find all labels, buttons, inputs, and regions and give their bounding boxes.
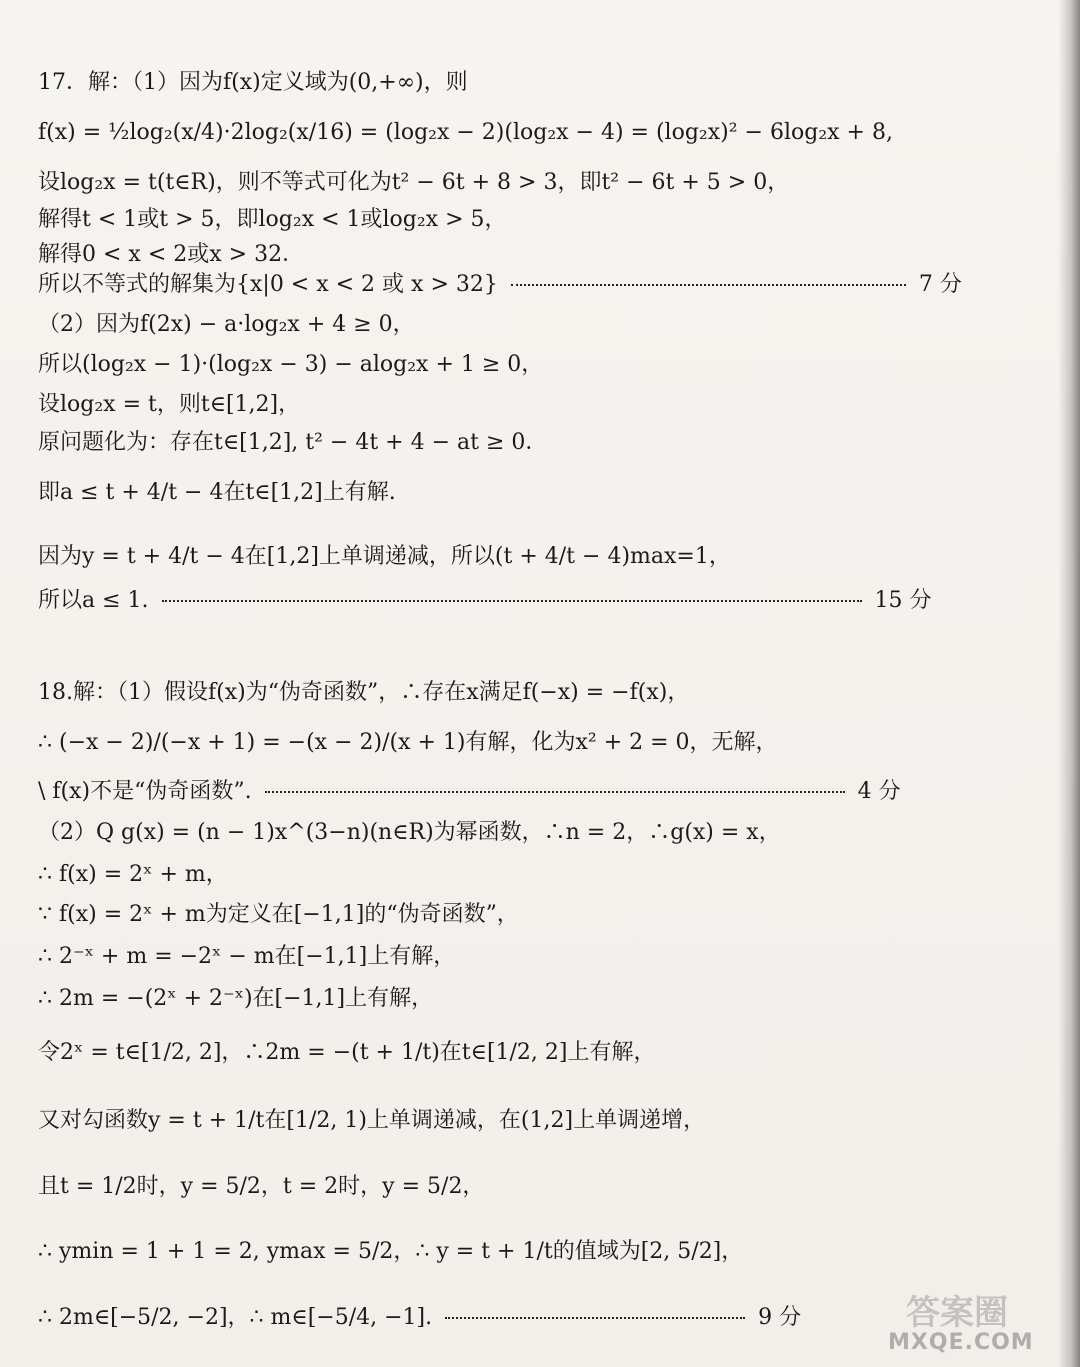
p17-line-2: f(x) = ½log₂(x/4)·2log₂(x/16) = (log₂x − 2)(log₂x − 4) = (log₂x)² − 6log₂x + 8, [38,120,893,145]
p17-line-4: 解得t < 1或t > 5，即log₂x < 1或log₂x > 5， [38,207,507,232]
p17-line-1: 17．解：（1）因为f(x)定义域为(0,+∞)，则 [38,70,468,95]
p17-line-5: 解得0 < x < 2或x > 32． [38,242,305,267]
watermark-site: MXQE.COM [888,1330,1034,1355]
watermark [888,1285,1058,1355]
p18-line-12: ∴ ymin = 1 + 1 = 2, ymax = 5/2，∴ y = t + 1/t的值域为[2, 5/2]， [38,1239,744,1264]
score-9: 9 分 [758,1305,802,1330]
p17-line-8: 所以(log₂x − 1)·(log₂x − 3) − alog₂x + 1 ≥ 0， [38,352,544,377]
p17-line-10: 原问题化为：存在t∈[1,2], t² − 4t + 4 − at ≥ 0． [38,430,548,455]
p18-line-2: ∴ (−x − 2)/(−x + 1) = −(x − 2)/(x + 1)有解，化为x² + 2 = 0，无解， [38,730,778,755]
p17-line-9: 设log₂x = t，则t∈[1,2]， [38,392,301,417]
p18-line-5: ∴ f(x) = 2ˣ + m， [38,862,228,887]
p18-line-9: 令2ˣ = t∈[1/2, 2]，∴2m = −(t + 1/t)在t∈[1/2, 2]上有解， [38,1040,656,1065]
watermark-logo: 答案圈 [906,1293,1008,1333]
p17-line-13: 所以a ≤ 1. [38,588,149,613]
p18-line-7: ∴ 2⁻ˣ + m = −2ˣ − m在[−1,1]上有解， [38,944,456,969]
p18-line-13: ∴ 2m∈[−5/2, −2]，∴ m∈[−5/4, −1]. [38,1305,433,1330]
scan-edge-shadow [1058,0,1080,1367]
p17-line-13-row [38,586,932,616]
p18-line-11: 且t = 1/2时，y = 5/2，t = 2时，y = 5/2， [38,1174,485,1199]
score-7: 7 分 [918,272,962,297]
p18-line-13-row [38,1303,918,1333]
leader-dots [445,1317,745,1319]
leader-dots [511,284,906,286]
p17-line-11: 即a ≤ t + 4/t − 4在t∈[1,2]上有解. [38,480,396,505]
p17-line-7: （2）因为f(2x) − a·log₂x + 4 ≥ 0， [38,312,415,337]
p18-line-4: （2）Q g(x) = (n − 1)x^(3−n)(n∈R)为幂函数，∴n = 2，∴g(x) = x， [38,820,781,845]
p18-line-6: ∵ f(x) = 2ˣ + m为定义在[−1,1]的“伪奇函数”， [38,902,519,927]
score-4: 4 分 [857,779,901,804]
p17-line-6-row [38,270,962,300]
p17-line-6: 所以不等式的解集为{x|0 < x < 2 或 x > 32} [38,272,498,297]
p18-line-3-row [38,777,901,807]
p17-line-3: 设log₂x = t(t∈R)，则不等式可化为t² − 6t + 8 > 3，即t² − 6t + 5 > 0， [38,170,790,195]
p18-line-10: 又对勾函数y = t + 1/t在[1/2, 1)上单调递减，在(1,2]上单调递增， [38,1108,706,1133]
p18-line-1: 18.解：（1）假设f(x)为“伪奇函数”，∴存在x满足f(−x) = −f(x)， [38,680,690,705]
leader-dots [265,791,845,793]
p17-line-12: 因为y = t + 4/t − 4在[1,2]上单调递减，所以(t + 4/t − 4)max=1， [38,544,731,569]
p18-line-3: \ f(x)不是“伪奇函数”. [38,779,252,804]
score-15: 15 分 [874,588,932,613]
p18-line-8: ∴ 2m = −(2ˣ + 2⁻ˣ)在[−1,1]上有解， [38,986,434,1011]
leader-dots [162,600,862,602]
